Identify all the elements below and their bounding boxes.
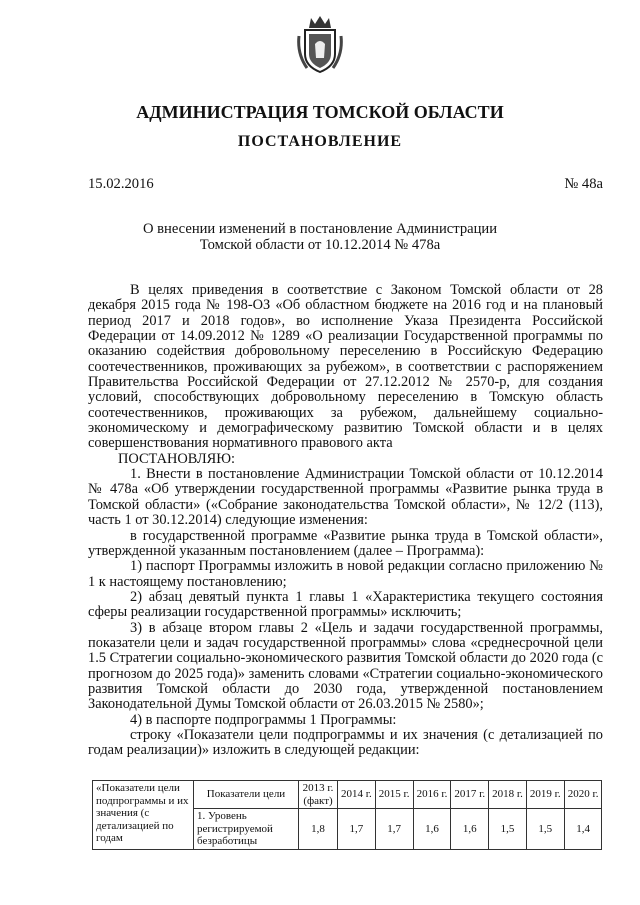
value-cell: 1,8	[299, 809, 338, 850]
value-cell: 1,7	[338, 809, 376, 850]
document-date: 15.02.2016	[88, 176, 154, 192]
document-type: ПОСТАНОВЛЕНИЕ	[237, 133, 403, 150]
paragraph: в государственной программе «Развитие рынка труда в Томской области», утвержденной указанным постановлением (далее – Программа):	[88, 527, 603, 559]
document-number: № 48а	[564, 176, 603, 192]
indicator-cell: 1. Уровень регистрируемой безработицы	[194, 809, 299, 850]
document-subject	[0, 221, 640, 253]
value-cell: 1,5	[489, 809, 527, 850]
value-cell: 1,4	[564, 809, 602, 850]
paragraph: 3) в абзаце втором главы 2 «Цель и задачи государственной программы, показатели цели и задач государственной программы» слова «среднесрочной цели 1.5 Стратегии социально-экономического развития Томской области до 2020 года (с прогнозом до 2025 года)» заменить словами «Стратегии социально-экономического развития Томской области до 2030 года, утвержденной постановлением Законодательной Думы Томской области от 26.03.2015 № 2580»;	[88, 619, 603, 713]
organization-title: АДМИНИСТРАЦИЯ ТОМСКОЙ ОБЛАСТИ	[136, 102, 504, 122]
paragraph: строку «Показатели цели подпрограммы и их значения (с детализацией по годам реализации)» изложить в следующей редакции:	[88, 726, 603, 759]
year-cell: 2019 г.	[526, 781, 564, 809]
subject-line: О внесении изменений в постановление Администрации	[142, 221, 498, 237]
document-body	[88, 283, 603, 759]
row-label-cell: «Показатели цели подпрограммы и их значения (с детализацией по годам	[93, 781, 194, 850]
paragraph: 1) паспорт Программы изложить в новой редакции согласно приложению № 1 к настоящему постановлению;	[88, 558, 603, 590]
year-cell: 2017 г.	[451, 781, 489, 809]
subject-line: Томской области от 10.12.2014 № 478а	[199, 237, 441, 253]
value-cell: 1,7	[375, 809, 413, 850]
year-cell: 2013 г. (факт)	[299, 781, 338, 809]
indicators-table	[92, 780, 602, 850]
year-cell: 2015 г.	[375, 781, 413, 809]
year-cell: 2016 г.	[413, 781, 451, 809]
value-cell: 1,6	[451, 809, 489, 850]
paragraph: 4) в паспорте подпрограммы 1 Программы:	[130, 711, 397, 728]
year-cell: 2014 г.	[338, 781, 376, 809]
paragraph: 1. Внести в постановление Администрации Томской области от 10.12.2014 № 478а «Об утверждении государственной программы «Развитие рынка труда в Томской области» («Собрание законодательства Томской области», № 12/2 (113), часть 1 от 30.12.2014) следующие изменения:	[88, 466, 603, 529]
value-cell: 1,6	[413, 809, 451, 850]
year-cell: 2018 г.	[489, 781, 527, 809]
paragraph: ПОСТАНОВЛЯЮ:	[118, 450, 236, 467]
tomsk-coat-of-arms-icon	[297, 14, 343, 76]
header-cell: Показатели цели	[194, 781, 299, 809]
paragraph: 2) абзац девятый пункта 1 главы 1 «Характеристика текущего состояния сферы реализации государственной программы» исключить;	[88, 588, 603, 621]
year-cell: 2020 г.	[564, 781, 602, 809]
value-cell: 1,5	[526, 809, 564, 850]
paragraph: В целях приведения в соответствие с Законом Томской области от 28 декабря 2015 года № 198-ОЗ «Об областном бюджете на 2016 год и на плановый период 2017 и 2018 годов», во исполнение Указа Президента Российской Федерации от 14.09.2012 № 1289 «О реализации Государственной программы по оказанию содействия добровольному переселению в Российскую Федерацию соотечественников, проживающих за рубежом», в соответствии с распоряжением Правительства Российской Федерации от 27.12.2012 № 2570-р, для создания условий, способствующих добровольному переселению в Томскую область соотечественников, проживающих за рубежом, дальнейшему социально-экономическому и демографическому развитию Томской области и в целях совершенствования нормативного правового акта	[88, 282, 603, 452]
